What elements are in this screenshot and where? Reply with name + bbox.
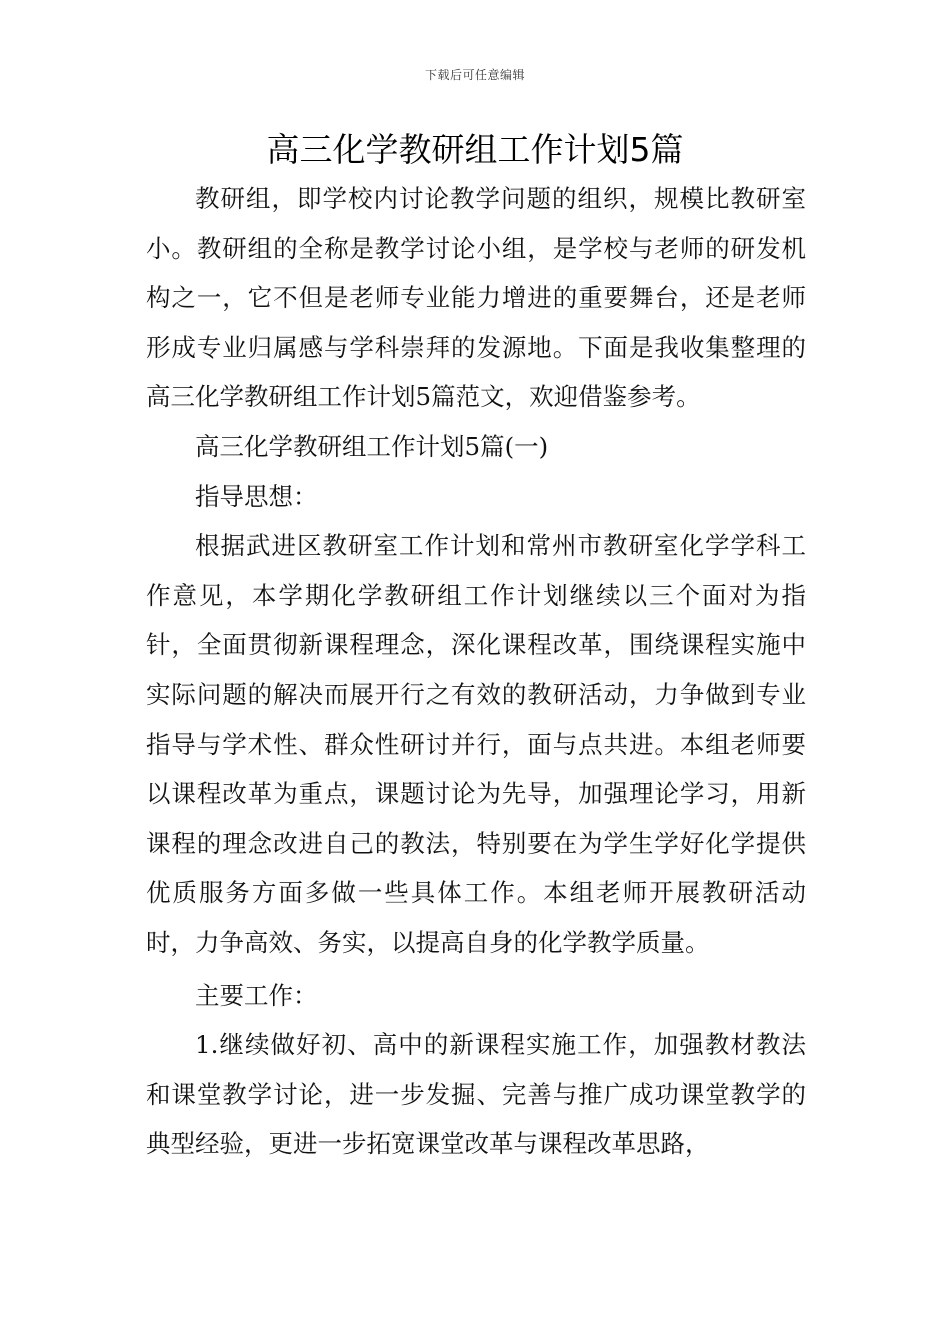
document-body <box>146 174 806 1169</box>
section-heading: 高三化学教研组工作计划5篇(一) <box>195 431 549 461</box>
subheading-guiding-thought: 指导思想： <box>195 481 318 511</box>
main-work-item-1: 1.继续做好初、高中的新课程实施工作，加强教材教法和课堂教学讨论，进一步发掘、完善与推广成功课堂教学的典型经验，更进一步拓宽课堂改革与课程改革思路， <box>146 1030 806 1159</box>
subheading-main-work: 主要工作： <box>195 980 318 1010</box>
document-title: 高三化学教研组工作计划5篇 <box>266 130 684 169</box>
header-note: 下载后可任意编辑 <box>424 68 525 82</box>
guiding-thought-paragraph: 根据武进区教研室工作计划和常州市教研室化学学科工作意见，本学期化学教研组工作计划继续以三个面对为指针，全面贯彻新课程理念，深化课程改革，围绕课程实施中实际问题的解决而展开行之有效的教研活动，力争做到专业指导与学术性、群众性研讨并行，面与点共进。本组老师要以课程改革为重点，课题讨论为先导，加强理论学习，用新课程的理念改进自己的教法，特别要在为学生学好化学提供优质服务方面多做一些具体工作。本组老师开展教研活动时，力争高效、务实，以提高自身的化学教学质量。 <box>146 531 806 957</box>
intro-paragraph: 教研组，即学校内讨论教学问题的组织，规模比教研室小。教研组的全称是教学讨论小组，是学校与老师的研发机构之一，它不但是老师专业能力增进的重要舞台，还是老师形成专业归属感与学科崇拜的发源地。下面是我收集整理的高三化学教研组工作计划5篇范文，欢迎借鉴参考。 <box>146 184 806 412</box>
